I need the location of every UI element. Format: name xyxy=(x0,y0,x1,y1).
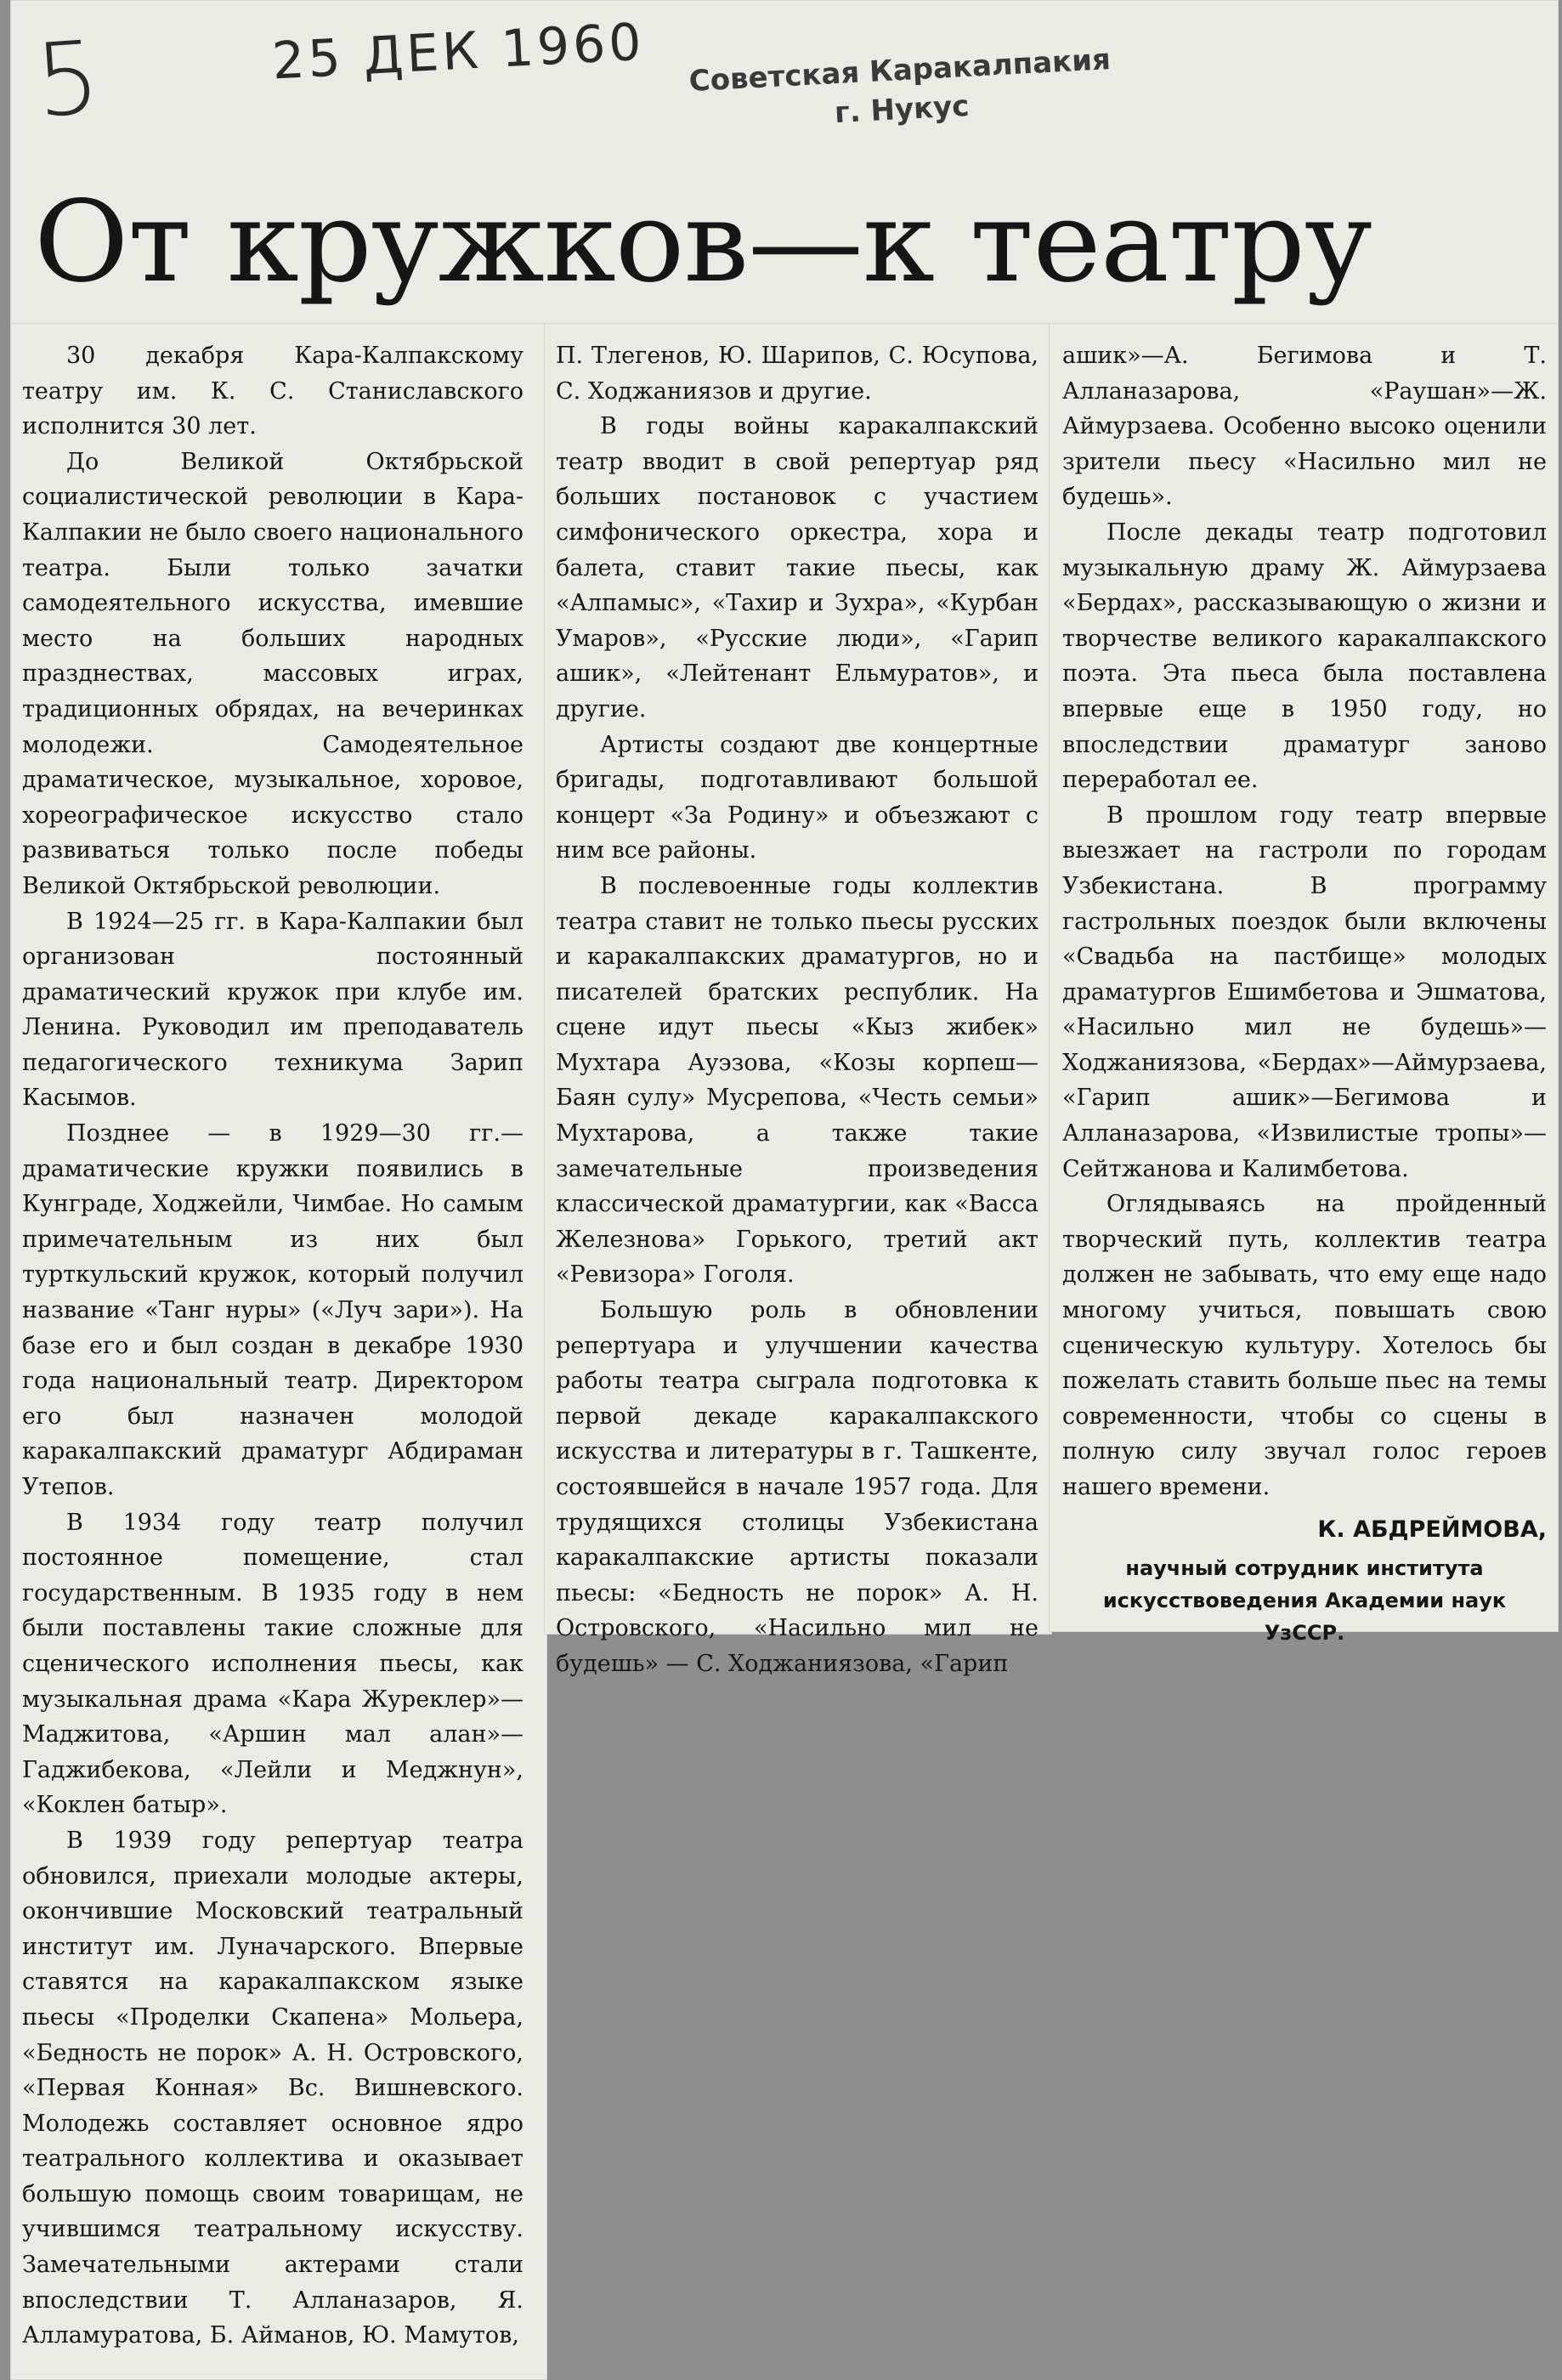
paragraph: ашик»—А. Бегимова и Т. Алланазарова, «Раушан»—Ж. Аймурзаева. Особенно высоко оценили зрители пьесу «Насильно мил не будешь». xyxy=(1062,343,1547,511)
author-affiliation: научный сотрудник института искусствоведения Академии наук УзССР. xyxy=(1102,1556,1507,1646)
paragraph: 30 декабря Кара-Калпакскому театру им. К. С. Станиславского исполнится 30 лет. xyxy=(22,343,523,440)
stamp-newspaper-name: Советская Каракалпакия xyxy=(688,42,1112,99)
paragraph: В прошлом году театр впервые выезжает на гастроли по городам Узбекистана. В программу гастрольных поездок были включены «Свадьба на пастбище» молодых драматургов Ешимбетова и Эшматова, «Насильно мил не будешь»—Ходжаниязова, «Бердах»—Аймурзаева, «Гарип ашик»—Бегимова и Алланазарова, «Извилистые тропы»—Сейтжанова и Калимбетова. xyxy=(1062,802,1547,1182)
paragraph: Большую роль в обновлении репертуара и улучшении качества работы театра сыграла подготовка к первой декаде каракалпакского искусства и литературы в г. Ташкенте, состоявшейся в начале 1957 года. Для трудящихся столицы Узбекистана каракалпакские артисты показали пьесы: «Бедность не порок» А. Н. Островского, «Насильно мил не будешь» — С. Ходжаниязова, «Гарип xyxy=(556,1297,1039,1677)
author-byline: К. АБДРЕЙМОВА, xyxy=(1317,1516,1547,1543)
paragraph: До Великой Октябрьской социалистической революции в Кара-Калпакии не было своего национального театра. Были только зачатки самодеятельного искусства, имевшие место на больших народных празднествах, массовых играх, традиционных обрядах, на вечеринках молодежи. Самодеятельное драматическое, музыкальное, хоровое, хореографическое искусство стало развиваться только после победы Великой Октябрьской революции. xyxy=(22,448,523,899)
paragraph: Оглядываясь на пройденный творческий путь, коллектив театра должен не забывать, что ему еще надо многому учиться, повышать свою сценическую культуру. Хотелось бы пожелать ставить больше пьес на темы современности, чтобы со сцены в полную силу звучал голос героев нашего времени. xyxy=(1062,1191,1547,1500)
article-column-1 xyxy=(22,338,523,2354)
article-column-2 xyxy=(556,338,1039,1682)
paragraph: В послевоенные годы коллектив театра ставит не только пьесы русских и каракалпакских драматургов, но и писателей братских республик. На сцене идут пьесы «Кыз жибек» Мухтара Ауэзова, «Козы корпеш—Баян сулу» Мусрепова, «Честь семьи» Мухтарова, а также такие замечательные произведения классической драматургии, как «Васса Железнова» Горького, третий акт «Ревизора» Гоголя. xyxy=(556,872,1039,1289)
paragraph: В 1939 году репертуар театра обновился, приехали молодые актеры, окончившие Московский театральный институт им. Луначарского. Впервые ставятся на каракалпакском языке пьесы «Проделки Скапена» Мольера, «Бедность не порок» А. Н. Островского, «Первая Конная» Вс. Вишневского. Молодежь составляет основное ядро театрального коллектива и оказывает большую помощь своим товарищам, не учившимся театральному искусству. Замечательными актерами стали впоследствии Т. Алланазаров, Я. Алламуратова, Б. Айманов, Ю. Мамутов, xyxy=(22,1827,523,2349)
paragraph: В годы войны каракалпакский театр вводит в свой репертуар ряд больших постановок с участием симфонического оркестра, хора и балета, ставит такие пьесы, как «Алпамыс», «Тахир и Зухра», «Курбан Умаров», «Русские люди», «Гарип ашик», «Лейтенант Ельмуратов», и другие. xyxy=(556,413,1039,722)
paragraph: П. Тлегенов, Ю. Шарипов, С. Юсупова, С. Ходжаниязов и другие. xyxy=(556,343,1039,405)
paragraph: В 1924—25 гг. в Кара-Калпакии был организован постоянный драматический кружок при клубе им. Ленина. Руководил им преподаватель педагогического техникума Зарип Касымов. xyxy=(22,908,523,1112)
handwritten-page-number: 5 xyxy=(31,18,104,140)
article-column-3 xyxy=(1062,338,1547,1649)
handwritten-date: 25 ДЕК 1960 xyxy=(270,12,647,92)
paragraph: Позднее — в 1929—30 гг.—драматические кружки появились в Кунграде, Ходжейли, Чимбае. Но самым примечательным из них был турткульский кружок, который получил название «Танг нуры» («Луч зари»). На базе его и был создан в декабре 1930 года национальный театр. Директором его был назначен молодой каракалпакский драматург Абдираман Утепов. xyxy=(22,1120,523,1500)
paragraph: Артисты создают две концертные бригады, подготавливают большой концерт «За Родину» и объезжают с ним все районы. xyxy=(556,731,1039,864)
paragraph: В 1934 году театр получил постоянное помещение, стал государственным. В 1935 году в нем были поставлены такие сложные для сценического исполнения пьесы, как музыкальная драма «Кара Журеклер»—Маджитова, «Аршин мал алан»—Гаджибекова, «Лейли и Меджнун», «Коклен батыр». xyxy=(22,1509,523,1819)
article-headline: От кружков—к театру xyxy=(34,177,1372,308)
paragraph: После декады театр подготовил музыкальную драму Ж. Аймурзаева «Бердах», рассказывающую о жизни и творчестве великого каракалпакского поэта. Эта пьеса была поставлена впервые еще в 1950 году, но впоследствии драматург заново переработал ее. xyxy=(1062,518,1547,794)
stamp-city: г. Нукус xyxy=(834,88,971,131)
